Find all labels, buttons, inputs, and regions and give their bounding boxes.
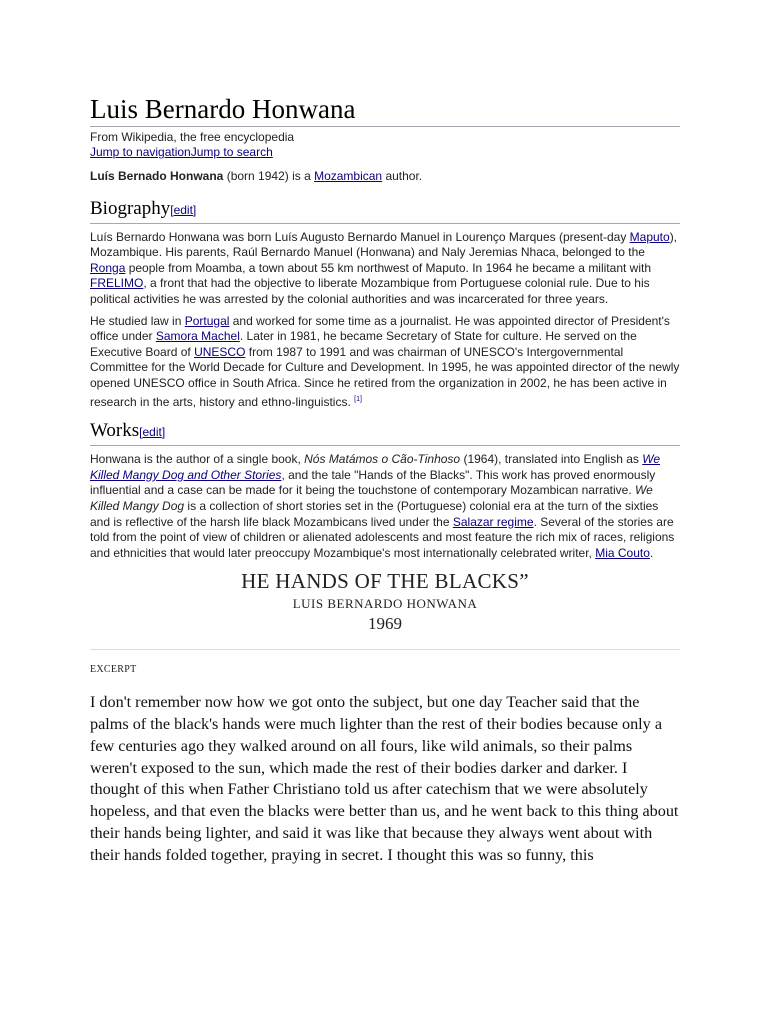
excerpt-label: EXCERPT bbox=[90, 664, 137, 676]
frelimo-link[interactable]: FRELIMO bbox=[90, 276, 144, 291]
page-title: Luis Bernardo Honwana bbox=[90, 94, 680, 127]
maputo-link[interactable]: Maputo bbox=[629, 229, 670, 244]
reference-1-link[interactable]: [1] bbox=[354, 395, 362, 403]
ronga-link[interactable]: Ronga bbox=[90, 260, 126, 275]
works-paragraph: Honwana is the author of a single book, Nós Matámos o Cão-Tinhoso (1964), translated into English as We Killed Mangy Dog and Other Stories, and the tale "Hands of the Blacks". This work has proved enormously influential and a case can be made for it being the touchstone of contemporary Mozambican narrative. We Killed Mangy Dog is a collection of short stories set in the (Portuguese) colonial era at the turn of the sixties and is reflective of the harsh life black Mozambicans lived under the Salazar regime. Several of the stories are told from the point of view of children or alienated adolescents and most feature the rich mix of races, religions and ethnicities that would later preoccupy Mozambique's most internationally celebrated writer, Mia Couto. bbox=[90, 452, 675, 560]
biography-paragraph-1: Luís Bernardo Honwana was born Luís Augusto Bernardo Manuel in Lourenço Marques (present-day Maputo), Mozambique. His parents, Raúl Bernardo Manuel (Honwana) and Naly Jeremias Nhaca, belonged to the Ronga people from Moamba, a town about 55 km northwest of Maputo. In 1964 he became a militant with FRELIMO, a front that had the objective to liberate Mozambique from Portuguese colonial rule. Due to his political activities he was arrested by the colonial authorities and was incarcerated for three years. bbox=[90, 229, 678, 306]
salazar-regime-link[interactable]: Salazar regime bbox=[452, 514, 534, 529]
tagline: From Wikipedia, the free encyclopedia bbox=[90, 130, 295, 144]
book-title-short: We Killed Mangy Dog bbox=[90, 483, 653, 513]
biography-paragraph-2: He studied law in Portugal and worked for some time as a journalist. He was appointed director of President's office under Samora Machel. Later in 1981, he became Secretary of State for culture. He served on the Executive Board of UNESCO from 1987 to 1991 and was chairman of UNESCO's Intergovernmental Committee for the World Decade for Culture and Development. In 1995, he was appointed director of the newly opened UNESCO office in South Africa. Since he retired from the organization in 2002, he has been active in research in the arts, history and ethno-linguistics. [1] bbox=[90, 313, 680, 409]
divider bbox=[90, 649, 680, 650]
intro-paragraph: Luís Bernado Honwana (born 1942) is a Mozambican author. bbox=[90, 169, 423, 183]
biography-heading: Biography[edit] bbox=[90, 198, 680, 224]
excerpt-year: 1969 bbox=[368, 614, 402, 634]
works-heading: Works[edit] bbox=[90, 420, 680, 446]
jump-links bbox=[90, 145, 680, 160]
unesco-link[interactable]: UNESCO bbox=[194, 344, 246, 359]
mia-couto-link[interactable]: Mia Couto bbox=[595, 545, 650, 560]
excerpt-author: LUIS BERNARDO HONWANA bbox=[292, 596, 478, 612]
biography-edit-link[interactable]: edit bbox=[173, 202, 193, 217]
jump-to-search-link[interactable]: Jump to search bbox=[190, 145, 273, 159]
works-edit-link[interactable]: edit bbox=[142, 425, 162, 440]
jump-to-navigation-link[interactable]: Jump to navigation bbox=[90, 145, 191, 159]
subject-name: Luís Bernado Honwana bbox=[90, 169, 224, 183]
article bbox=[90, 0, 680, 867]
excerpt-text: I don't remember now how we got onto the subject, but one day Teacher said that the palms of the black's hands were much lighter than the rest of their bodies because only a few centuries ago they walked around on all fours, like wild animals, so their palms weren't exposed to the sun, which made the rest of their bodies darker and darker. I thought of this when Father Christiano told us after catechism that we were absolutely hopeless, and that even the blacks were better than us, and he went back to this thing about their hands being lighter, and said it was like that because they always went about with their hands folded together, praying in secret. I thought this was so funny, this bbox=[90, 693, 679, 864]
samora-machel-link[interactable]: Samora Machel bbox=[155, 329, 240, 344]
book-title-portuguese: Nós Matámos o Cão-Tinhoso bbox=[304, 452, 461, 467]
excerpt-title: HE HANDS OF THE BLACKS” bbox=[241, 569, 529, 594]
mozambican-link[interactable]: Mozambican bbox=[314, 169, 383, 183]
book-english-link[interactable]: We Killed Mangy Dog and Other Stories bbox=[90, 452, 661, 482]
portugal-link[interactable]: Portugal bbox=[184, 313, 230, 328]
